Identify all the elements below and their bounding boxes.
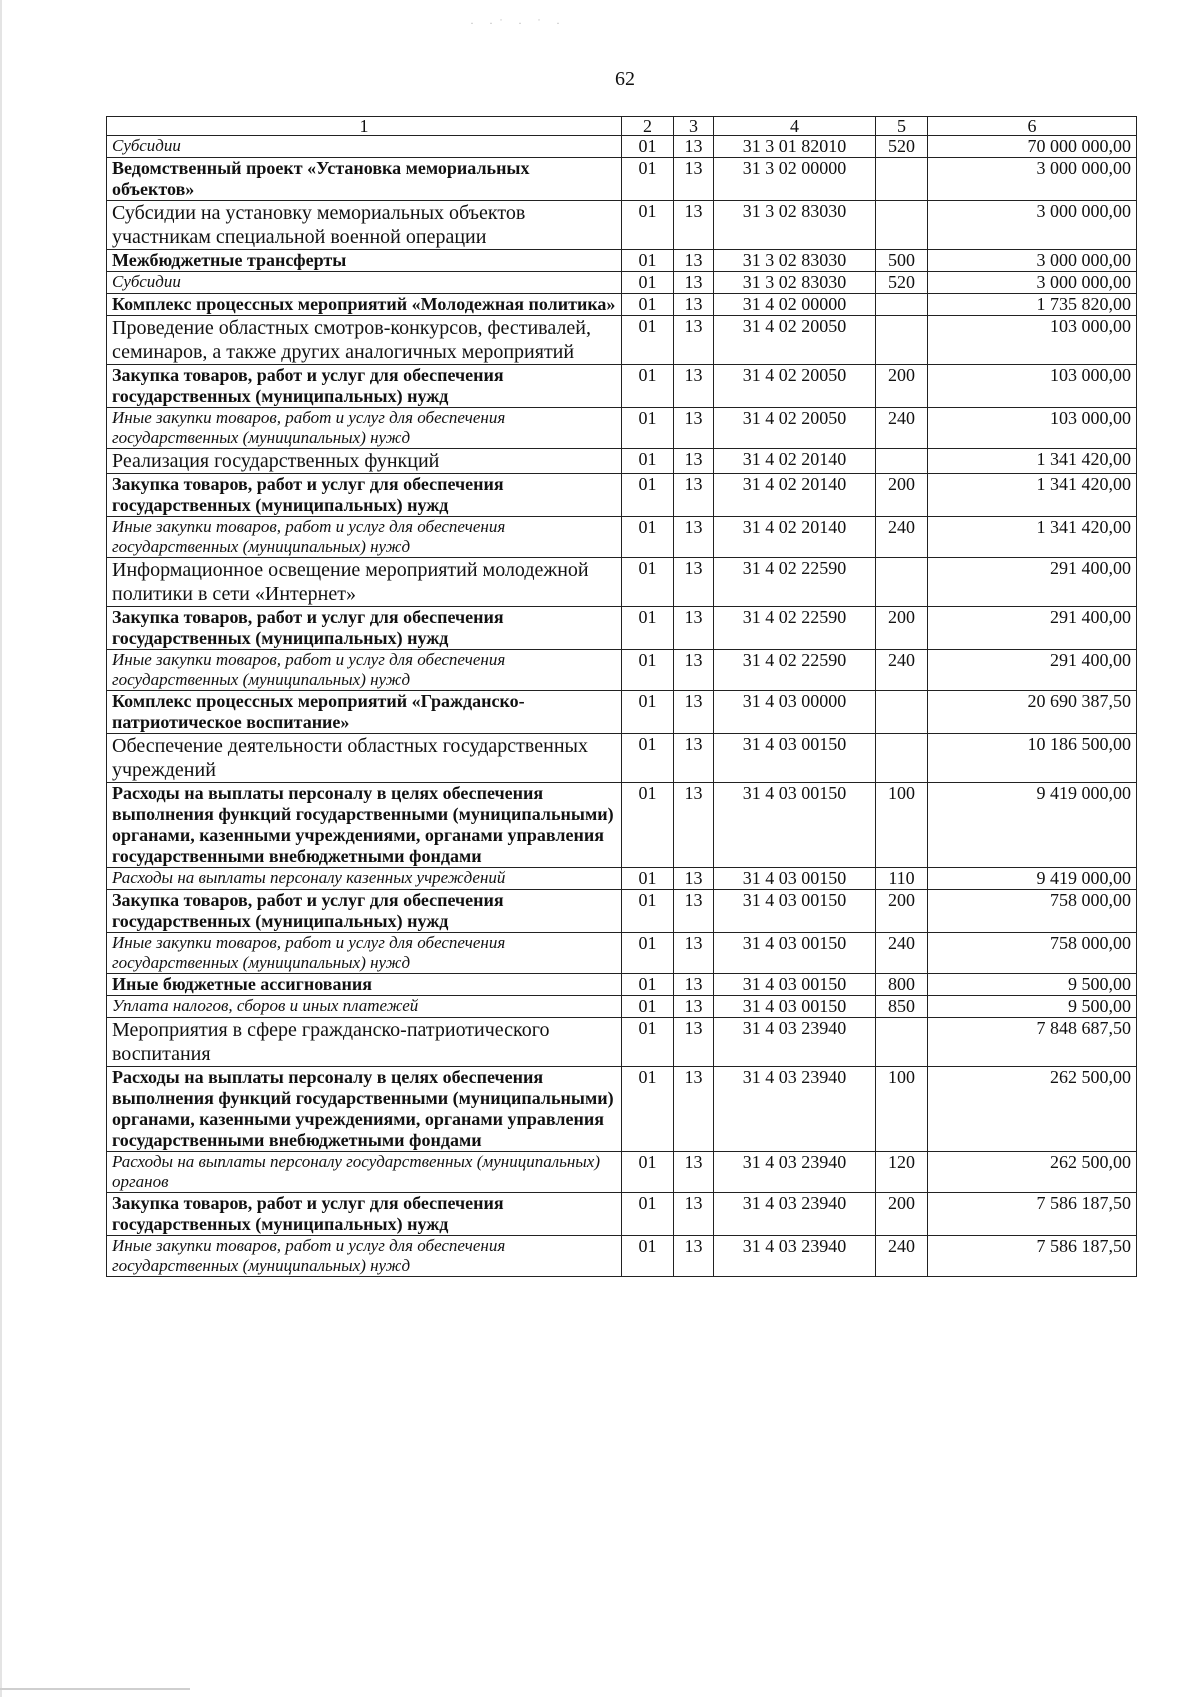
row-name: Субсидии — [107, 272, 622, 294]
table-row — [107, 890, 1137, 933]
row-section: 01 — [622, 1193, 674, 1236]
row-expense-type: 110 — [876, 868, 928, 890]
row-subsection: 13 — [674, 517, 714, 558]
row-target-code: 31 4 03 00150 — [714, 734, 876, 783]
row-target-code: 31 3 02 00000 — [714, 158, 876, 201]
row-name: Иные закупки товаров, работ и услуг для обеспечения государственных (муниципальных) нужд — [107, 517, 622, 558]
row-section: 01 — [622, 933, 674, 974]
row-name: Расходы на выплаты персоналу в целях обеспечения выполнения функций государственными (муниципальными) органами, казенными учреждениями, органами управления государственными внебюджетными фондами — [107, 783, 622, 868]
row-section: 01 — [622, 294, 674, 316]
row-expense-type: 520 — [876, 272, 928, 294]
row-section: 01 — [622, 517, 674, 558]
row-expense-type: 100 — [876, 1067, 928, 1152]
table-row — [107, 607, 1137, 650]
row-target-code: 31 4 03 00150 — [714, 783, 876, 868]
row-section: 01 — [622, 650, 674, 691]
row-subsection: 13 — [674, 558, 714, 607]
table-row — [107, 365, 1137, 408]
row-expense-type: 200 — [876, 365, 928, 408]
table-row — [107, 1152, 1137, 1193]
row-subsection: 13 — [674, 316, 714, 365]
row-target-code: 31 4 03 00150 — [714, 996, 876, 1018]
row-section: 01 — [622, 449, 674, 474]
row-section: 01 — [622, 136, 674, 158]
row-target-code: 31 4 02 00000 — [714, 294, 876, 316]
row-section: 01 — [622, 996, 674, 1018]
row-expense-type: 200 — [876, 890, 928, 933]
header-col-1: 1 — [107, 117, 622, 136]
row-expense-type: 200 — [876, 474, 928, 517]
row-subsection: 13 — [674, 607, 714, 650]
row-name: Субсидии — [107, 136, 622, 158]
row-subsection: 13 — [674, 1236, 714, 1277]
row-expense-type: 520 — [876, 136, 928, 158]
row-target-code: 31 4 02 20050 — [714, 316, 876, 365]
row-amount: 70 000 000,00 — [928, 136, 1137, 158]
table-header — [107, 117, 1137, 136]
table-body — [107, 136, 1137, 1277]
row-subsection: 13 — [674, 1018, 714, 1067]
row-target-code: 31 3 01 82010 — [714, 136, 876, 158]
row-expense-type: 800 — [876, 974, 928, 996]
row-section: 01 — [622, 1018, 674, 1067]
row-name: Расходы на выплаты персоналу в целях обеспечения выполнения функций государственными (муниципальными) органами, казенными учреждениями, органами управления государственными внебюджетными фондами — [107, 1067, 622, 1152]
row-target-code: 31 4 03 00150 — [714, 868, 876, 890]
row-subsection: 13 — [674, 1193, 714, 1236]
row-target-code: 31 4 02 20050 — [714, 408, 876, 449]
row-section: 01 — [622, 408, 674, 449]
row-subsection: 13 — [674, 933, 714, 974]
row-expense-type: 100 — [876, 783, 928, 868]
row-target-code: 31 4 03 00150 — [714, 974, 876, 996]
row-section: 01 — [622, 890, 674, 933]
row-target-code: 31 4 03 23940 — [714, 1236, 876, 1277]
row-amount: 103 000,00 — [928, 316, 1137, 365]
table-row — [107, 136, 1137, 158]
row-expense-type: 850 — [876, 996, 928, 1018]
table-row — [107, 783, 1137, 868]
header-col-6: 6 — [928, 117, 1137, 136]
header-col-2: 2 — [622, 117, 674, 136]
row-subsection: 13 — [674, 201, 714, 250]
row-amount: 262 500,00 — [928, 1152, 1137, 1193]
row-name: Комплекс процессных мероприятий «Молодежная политика» — [107, 294, 622, 316]
table-row — [107, 294, 1137, 316]
table-row — [107, 449, 1137, 474]
table-row — [107, 996, 1137, 1018]
row-expense-type — [876, 449, 928, 474]
row-section: 01 — [622, 250, 674, 272]
table-row — [107, 650, 1137, 691]
row-expense-type — [876, 558, 928, 607]
row-amount: 291 400,00 — [928, 650, 1137, 691]
row-target-code: 31 3 02 83030 — [714, 250, 876, 272]
row-section: 01 — [622, 316, 674, 365]
row-name: Расходы на выплаты персоналу казенных учреждений — [107, 868, 622, 890]
table-row — [107, 474, 1137, 517]
row-subsection: 13 — [674, 136, 714, 158]
row-expense-type — [876, 294, 928, 316]
header-col-4: 4 — [714, 117, 876, 136]
row-target-code: 31 4 02 20050 — [714, 365, 876, 408]
row-name: Иные закупки товаров, работ и услуг для обеспечения государственных (муниципальных) нужд — [107, 933, 622, 974]
row-subsection: 13 — [674, 734, 714, 783]
table-row — [107, 734, 1137, 783]
row-subsection: 13 — [674, 250, 714, 272]
scan-left-edge — [0, 0, 2, 1697]
table-row — [107, 517, 1137, 558]
row-expense-type: 240 — [876, 517, 928, 558]
table-row — [107, 558, 1137, 607]
row-amount: 1 735 820,00 — [928, 294, 1137, 316]
row-section: 01 — [622, 1067, 674, 1152]
row-subsection: 13 — [674, 408, 714, 449]
row-amount: 1 341 420,00 — [928, 474, 1137, 517]
row-expense-type: 240 — [876, 933, 928, 974]
table-row — [107, 1236, 1137, 1277]
row-section: 01 — [622, 974, 674, 996]
row-subsection: 13 — [674, 650, 714, 691]
header-col-5: 5 — [876, 117, 928, 136]
row-name: Мероприятия в сфере гражданско-патриотического воспитания — [107, 1018, 622, 1067]
table-row — [107, 1067, 1137, 1152]
row-section: 01 — [622, 734, 674, 783]
row-subsection: 13 — [674, 1067, 714, 1152]
row-expense-type — [876, 158, 928, 201]
row-subsection: 13 — [674, 294, 714, 316]
row-amount: 1 341 420,00 — [928, 449, 1137, 474]
row-target-code: 31 4 02 22590 — [714, 607, 876, 650]
row-target-code: 31 4 02 20140 — [714, 449, 876, 474]
row-expense-type — [876, 1018, 928, 1067]
row-section: 01 — [622, 272, 674, 294]
row-target-code: 31 4 03 23940 — [714, 1152, 876, 1193]
row-subsection: 13 — [674, 890, 714, 933]
row-target-code: 31 4 03 00150 — [714, 890, 876, 933]
row-expense-type: 240 — [876, 650, 928, 691]
scan-noise: · ·˙ · ˙ · — [470, 16, 566, 30]
row-target-code: 31 4 02 20140 — [714, 517, 876, 558]
table-row — [107, 408, 1137, 449]
row-subsection: 13 — [674, 158, 714, 201]
row-name: Информационное освещение мероприятий молодежной политики в сети «Интернет» — [107, 558, 622, 607]
row-section: 01 — [622, 201, 674, 250]
row-amount: 9 419 000,00 — [928, 783, 1137, 868]
header-row — [107, 117, 1137, 136]
row-target-code: 31 4 03 23940 — [714, 1193, 876, 1236]
row-name: Комплекс процессных мероприятий «Гражданско-патриотическое воспитание» — [107, 691, 622, 734]
budget-table — [106, 116, 1137, 1277]
row-expense-type: 500 — [876, 250, 928, 272]
row-subsection: 13 — [674, 449, 714, 474]
row-amount: 291 400,00 — [928, 607, 1137, 650]
row-name: Закупка товаров, работ и услуг для обеспечения государственных (муниципальных) нужд — [107, 1193, 622, 1236]
row-subsection: 13 — [674, 783, 714, 868]
row-amount: 3 000 000,00 — [928, 272, 1137, 294]
row-expense-type: 120 — [876, 1152, 928, 1193]
row-expense-type — [876, 201, 928, 250]
row-target-code: 31 4 03 00000 — [714, 691, 876, 734]
row-section: 01 — [622, 783, 674, 868]
row-amount: 9 500,00 — [928, 974, 1137, 996]
row-subsection: 13 — [674, 474, 714, 517]
row-amount: 20 690 387,50 — [928, 691, 1137, 734]
table-row — [107, 316, 1137, 365]
row-expense-type — [876, 734, 928, 783]
row-target-code: 31 3 02 83030 — [714, 272, 876, 294]
row-subsection: 13 — [674, 1152, 714, 1193]
row-name: Ведомственный проект «Установка мемориальных объектов» — [107, 158, 622, 201]
row-section: 01 — [622, 1152, 674, 1193]
header-col-3: 3 — [674, 117, 714, 136]
row-target-code: 31 4 02 22590 — [714, 558, 876, 607]
row-section: 01 — [622, 1236, 674, 1277]
row-expense-type — [876, 316, 928, 365]
row-expense-type: 200 — [876, 607, 928, 650]
row-name: Иные закупки товаров, работ и услуг для обеспечения государственных (муниципальных) нужд — [107, 650, 622, 691]
row-subsection: 13 — [674, 272, 714, 294]
row-target-code: 31 4 02 20140 — [714, 474, 876, 517]
row-expense-type: 240 — [876, 1236, 928, 1277]
row-amount: 1 341 420,00 — [928, 517, 1137, 558]
page-number: 62 — [615, 68, 635, 90]
row-expense-type — [876, 691, 928, 734]
row-name: Расходы на выплаты персоналу государственных (муниципальных) органов — [107, 1152, 622, 1193]
row-amount: 758 000,00 — [928, 890, 1137, 933]
row-target-code: 31 4 03 00150 — [714, 933, 876, 974]
row-expense-type: 200 — [876, 1193, 928, 1236]
row-amount: 103 000,00 — [928, 365, 1137, 408]
table-row — [107, 691, 1137, 734]
row-section: 01 — [622, 607, 674, 650]
row-amount: 3 000 000,00 — [928, 201, 1137, 250]
row-section: 01 — [622, 691, 674, 734]
row-name: Реализация государственных функций — [107, 449, 622, 474]
scan-bottom-rule — [0, 1688, 190, 1690]
row-subsection: 13 — [674, 691, 714, 734]
row-amount: 262 500,00 — [928, 1067, 1137, 1152]
row-target-code: 31 4 02 22590 — [714, 650, 876, 691]
row-target-code: 31 4 03 23940 — [714, 1018, 876, 1067]
row-name: Иные закупки товаров, работ и услуг для обеспечения государственных (муниципальных) нужд — [107, 408, 622, 449]
row-amount: 3 000 000,00 — [928, 250, 1137, 272]
row-amount: 7 586 187,50 — [928, 1236, 1137, 1277]
row-section: 01 — [622, 868, 674, 890]
row-name: Закупка товаров, работ и услуг для обеспечения государственных (муниципальных) нужд — [107, 474, 622, 517]
table-row — [107, 1018, 1137, 1067]
table-row — [107, 868, 1137, 890]
table-row — [107, 1193, 1137, 1236]
row-section: 01 — [622, 558, 674, 607]
row-subsection: 13 — [674, 365, 714, 408]
row-subsection: 13 — [674, 996, 714, 1018]
row-subsection: 13 — [674, 974, 714, 996]
row-name: Закупка товаров, работ и услуг для обеспечения государственных (муниципальных) нужд — [107, 365, 622, 408]
row-amount: 9 500,00 — [928, 996, 1137, 1018]
row-name: Закупка товаров, работ и услуг для обеспечения государственных (муниципальных) нужд — [107, 890, 622, 933]
table-row — [107, 158, 1137, 201]
row-name: Обеспечение деятельности областных государственных учреждений — [107, 734, 622, 783]
row-name: Уплата налогов, сборов и иных платежей — [107, 996, 622, 1018]
row-section: 01 — [622, 474, 674, 517]
row-amount: 7 848 687,50 — [928, 1018, 1137, 1067]
table-row — [107, 933, 1137, 974]
row-expense-type: 240 — [876, 408, 928, 449]
table-row — [107, 272, 1137, 294]
row-amount: 7 586 187,50 — [928, 1193, 1137, 1236]
row-name: Закупка товаров, работ и услуг для обеспечения государственных (муниципальных) нужд — [107, 607, 622, 650]
row-amount: 10 186 500,00 — [928, 734, 1137, 783]
row-section: 01 — [622, 158, 674, 201]
row-name: Проведение областных смотров-конкурсов, фестивалей, семинаров, а также других аналогичных мероприятий — [107, 316, 622, 365]
row-amount: 291 400,00 — [928, 558, 1137, 607]
row-name: Иные бюджетные ассигнования — [107, 974, 622, 996]
row-name: Иные закупки товаров, работ и услуг для обеспечения государственных (муниципальных) нужд — [107, 1236, 622, 1277]
row-amount: 3 000 000,00 — [928, 158, 1137, 201]
row-amount: 758 000,00 — [928, 933, 1137, 974]
table-row — [107, 201, 1137, 250]
row-amount: 9 419 000,00 — [928, 868, 1137, 890]
row-subsection: 13 — [674, 868, 714, 890]
row-name: Субсидии на установку мемориальных объектов участникам специальной военной операции — [107, 201, 622, 250]
row-section: 01 — [622, 365, 674, 408]
table-row — [107, 974, 1137, 996]
row-target-code: 31 4 03 23940 — [714, 1067, 876, 1152]
row-amount: 103 000,00 — [928, 408, 1137, 449]
row-name: Межбюджетные трансферты — [107, 250, 622, 272]
row-target-code: 31 3 02 83030 — [714, 201, 876, 250]
table-row — [107, 250, 1137, 272]
